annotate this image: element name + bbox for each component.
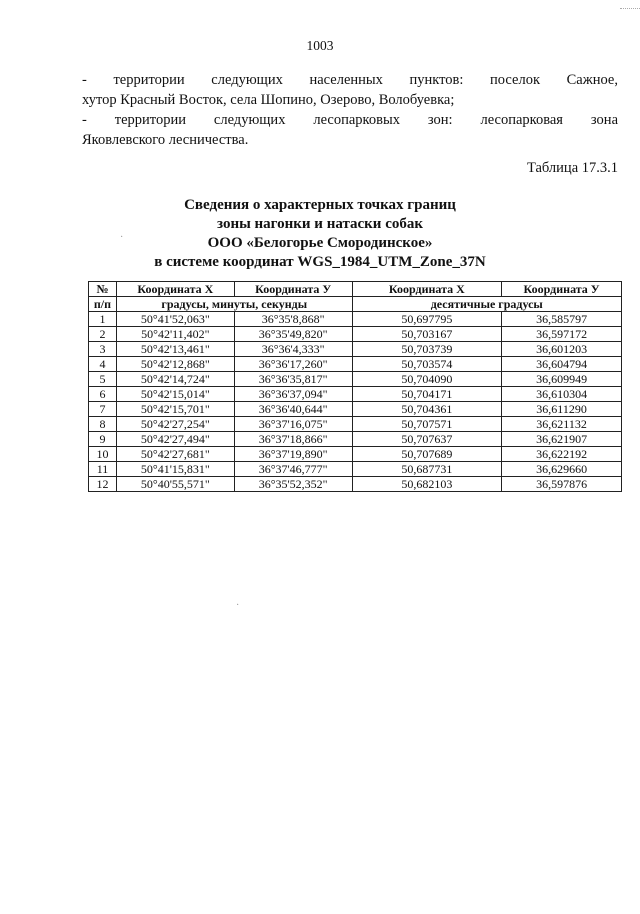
heading-line: зоны нагонки и натаски собак bbox=[217, 216, 423, 232]
cell-coord-x-decimal: 50,703739 bbox=[352, 342, 502, 357]
table-row bbox=[89, 357, 622, 372]
cell-number: 10 bbox=[89, 447, 117, 462]
cell-coord-y: 36°37'18,866" bbox=[234, 432, 352, 447]
coordinates-table bbox=[88, 281, 622, 492]
cell-coord-y-decimal: 36,621132 bbox=[502, 417, 622, 432]
cell-coord-x-decimal: 50,707689 bbox=[352, 447, 502, 462]
paragraph-line: - территории следующих населенных пунктов: поселок Сажное, bbox=[82, 72, 618, 88]
cell-coord-x-decimal: 50,707571 bbox=[352, 417, 502, 432]
cell-coord-y: 36°36'17,260" bbox=[234, 357, 352, 372]
cell-coord-x-decimal: 50,703167 bbox=[352, 327, 502, 342]
cell-coord-x-decimal: 50,703574 bbox=[352, 357, 502, 372]
cell-coord-x: 50°42'15,701" bbox=[116, 402, 234, 417]
cell-coord-x: 50°42'27,254" bbox=[116, 417, 234, 432]
cell-coord-x-decimal: 50,697795 bbox=[352, 312, 502, 327]
header-coord-x: Координата X bbox=[116, 282, 234, 297]
cell-coord-y-decimal: 36,597172 bbox=[502, 327, 622, 342]
cell-coord-y: 36°35'52,352" bbox=[234, 477, 352, 492]
cell-number: 4 bbox=[89, 357, 117, 372]
cell-coord-y-decimal: 36,611290 bbox=[502, 402, 622, 417]
cell-coord-x-decimal: 50,704171 bbox=[352, 387, 502, 402]
cell-coord-x: 50°42'12,868" bbox=[116, 357, 234, 372]
cell-coord-x-decimal: 50,682103 bbox=[352, 477, 502, 492]
cell-coord-x: 50°42'27,681" bbox=[116, 447, 234, 462]
cell-number: 2 bbox=[89, 327, 117, 342]
table-subheader-row bbox=[89, 297, 622, 312]
table-row bbox=[89, 432, 622, 447]
scan-speck: · bbox=[120, 232, 124, 243]
cell-number: 7 bbox=[89, 402, 117, 417]
cell-coord-y: 36°37'19,890" bbox=[234, 447, 352, 462]
cell-coord-y: 36°37'16,075" bbox=[234, 417, 352, 432]
header-dms-label: градусы, минуты, секунды bbox=[116, 297, 352, 312]
cell-number: 6 bbox=[89, 387, 117, 402]
cell-coord-y: 36°37'46,777" bbox=[234, 462, 352, 477]
table-row bbox=[89, 402, 622, 417]
cell-coord-x-decimal: 50,704090 bbox=[352, 372, 502, 387]
heading-line: ООО «Белогорье Смородинское» bbox=[207, 235, 433, 251]
page-number: 1003 bbox=[306, 38, 334, 53]
header-decimal-label: десятичные градусы bbox=[352, 297, 621, 312]
table-header-row bbox=[89, 282, 622, 297]
cell-coord-y-decimal: 36,621907 bbox=[502, 432, 622, 447]
heading-line: Сведения о характерных точках границ bbox=[184, 197, 456, 213]
table-row bbox=[89, 387, 622, 402]
header-coord-y-decimal: Координата У bbox=[502, 282, 622, 297]
cell-coord-x: 50°41'15,831" bbox=[116, 462, 234, 477]
table-row bbox=[89, 327, 622, 342]
cell-number: 11 bbox=[89, 462, 117, 477]
cell-coord-x: 50°42'14,724" bbox=[116, 372, 234, 387]
table-row bbox=[89, 462, 622, 477]
cell-coord-y: 36°36'4,333" bbox=[234, 342, 352, 357]
paragraph-line: хутор Красный Восток, села Шопино, Озерово, Волобуевка; bbox=[82, 92, 455, 108]
cell-number: 1 bbox=[89, 312, 117, 327]
cell-coord-x: 50°40'55,571" bbox=[116, 477, 234, 492]
table-row bbox=[89, 312, 622, 327]
paragraph-line: Яковлевского лесничества. bbox=[82, 132, 249, 148]
table-label: Таблица 17.3.1 bbox=[526, 160, 618, 176]
header-number: № bbox=[89, 282, 117, 297]
header-number-line2: п/п bbox=[89, 297, 117, 312]
table-row bbox=[89, 372, 622, 387]
cell-coord-y: 36°36'35,817" bbox=[234, 372, 352, 387]
cell-coord-y: 36°36'40,644" bbox=[234, 402, 352, 417]
cell-coord-y-decimal: 36,629660 bbox=[502, 462, 622, 477]
table-row bbox=[89, 477, 622, 492]
table-row bbox=[89, 417, 622, 432]
cell-coord-x: 50°42'13,461" bbox=[116, 342, 234, 357]
cell-coord-y-decimal: 36,622192 bbox=[502, 447, 622, 462]
table-row bbox=[89, 342, 622, 357]
cell-number: 8 bbox=[89, 417, 117, 432]
table-heading bbox=[0, 196, 640, 272]
cell-coord-y: 36°35'8,868" bbox=[234, 312, 352, 327]
header-coord-x-decimal: Координата X bbox=[352, 282, 502, 297]
cell-coord-x-decimal: 50,707637 bbox=[352, 432, 502, 447]
cell-number: 3 bbox=[89, 342, 117, 357]
cell-coord-y: 36°36'37,094" bbox=[234, 387, 352, 402]
heading-line: в системе координат WGS_1984_UTM_Zone_37N bbox=[154, 254, 486, 270]
cell-number: 12 bbox=[89, 477, 117, 492]
cell-coord-y-decimal: 36,601203 bbox=[502, 342, 622, 357]
cell-coord-x-decimal: 50,687731 bbox=[352, 462, 502, 477]
header-coord-y: Координата У bbox=[234, 282, 352, 297]
cell-coord-y: 36°35'49,820" bbox=[234, 327, 352, 342]
cell-coord-x: 50°41'52,063" bbox=[116, 312, 234, 327]
cell-coord-y-decimal: 36,610304 bbox=[502, 387, 622, 402]
table-row bbox=[89, 447, 622, 462]
scan-speck: · bbox=[236, 600, 240, 611]
paragraph-forest-zones bbox=[82, 110, 618, 150]
paragraph-line: - территории следующих лесопарковых зон: лесопарковая зона bbox=[82, 112, 618, 128]
cell-number: 5 bbox=[89, 372, 117, 387]
cell-coord-y-decimal: 36,609949 bbox=[502, 372, 622, 387]
cell-coord-x: 50°42'15,014" bbox=[116, 387, 234, 402]
cell-coord-x-decimal: 50,704361 bbox=[352, 402, 502, 417]
cell-coord-y-decimal: 36,597876 bbox=[502, 477, 622, 492]
corner-scan-mark bbox=[620, 0, 640, 9]
cell-coord-x: 50°42'11,402" bbox=[116, 327, 234, 342]
cell-coord-y-decimal: 36,585797 bbox=[502, 312, 622, 327]
paragraph-settlements bbox=[82, 70, 618, 110]
table-body bbox=[89, 312, 622, 492]
cell-coord-x: 50°42'27,494" bbox=[116, 432, 234, 447]
cell-coord-y-decimal: 36,604794 bbox=[502, 357, 622, 372]
cell-number: 9 bbox=[89, 432, 117, 447]
